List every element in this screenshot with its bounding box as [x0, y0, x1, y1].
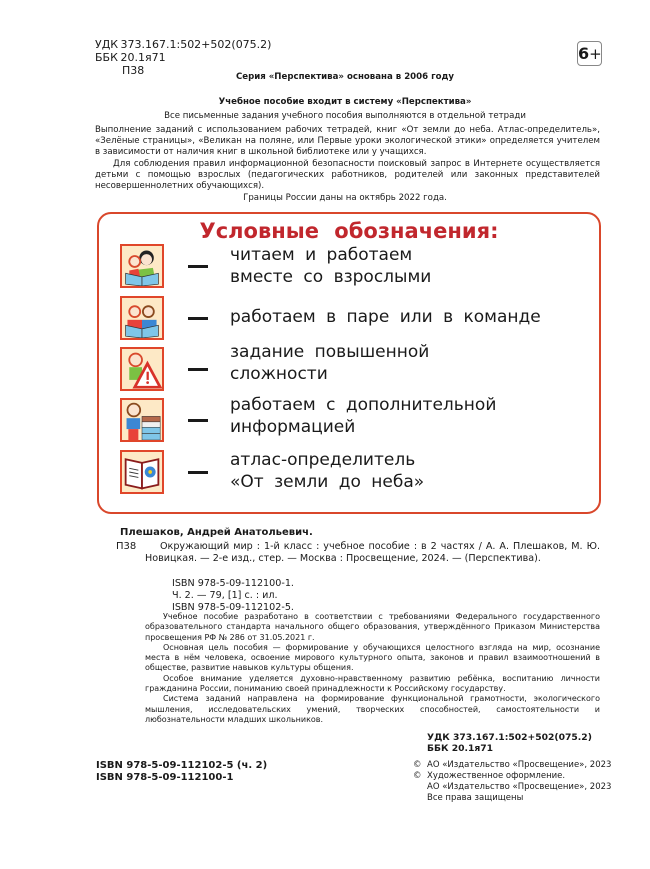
bibliography-isbn-block	[172, 578, 294, 614]
legend-text-line-1: задание повышенной	[230, 342, 430, 362]
classification-codes-bottom	[427, 732, 592, 754]
footer-isbn	[96, 760, 267, 784]
legend-dash	[188, 471, 208, 474]
legend-dash	[188, 368, 208, 371]
intro-paragraph-2: Для соблюдения правил информационной безопасности поисковый запрос в Интернете осуществляется детьми с помощью взрослых (педагогических работников, родителей или законных представителей несовершеннолетних обучающихся).	[95, 159, 600, 191]
udk-value: 373.167.1:502+502(075.2)	[120, 38, 272, 51]
bibliography-author: Плешаков, Андрей Анатольевич.	[120, 527, 313, 538]
udk-line: УДК 373.167.1:502+502(075.2)	[427, 732, 592, 743]
description-text: Окружающий мир : 1-й класс : учебное пособие : в 2 частях / А. А. Плешаков, М. Ю. Новицкая. — 2-е изд., стер. — Москва : Просвещение, 2024. — (Перспектива).	[145, 541, 600, 564]
legend-text	[230, 394, 496, 438]
bbk-label: ББК	[95, 51, 118, 64]
bbk-line: ББК 20.1я71	[427, 743, 494, 754]
legend-text-line-2: «От земли до неба»	[230, 472, 425, 492]
isbn-total: ISBN 978-5-09-112100-1.	[172, 578, 294, 589]
annotation	[145, 612, 600, 725]
rights-line: Все права защищены	[427, 793, 524, 803]
legend-item	[120, 395, 590, 442]
legend-text-line-1: работаем с дополнительной	[230, 395, 497, 415]
udk-label: УДК	[95, 38, 119, 51]
legend-text	[230, 449, 424, 493]
copyright-block	[413, 760, 611, 804]
legend-dash	[188, 265, 208, 268]
system-line: Учебное пособие входит в систему «Перспектива»	[218, 97, 472, 107]
difficult-task-icon	[120, 347, 164, 391]
annotation-paragraph: Основная цель пособия — формирование у обучающихся целостного взгляда на мир, осознание места в нём человека, освоение мирового культурного опыта, законов и правил взаимоотношений в обществе, развитие навыков культуры общения.	[145, 642, 600, 673]
bbk-value: 20.1я71	[120, 51, 166, 64]
pair-work-icon	[120, 296, 164, 340]
reading-with-adult-icon	[120, 244, 164, 288]
copyright-line: АО «Издательство «Просвещение», 2023	[427, 782, 612, 792]
intro-paragraph-1: Выполнение заданий с использованием рабочих тетрадей, книг «От земли до неба. Атлас-определитель», «Зелёные страницы», «Великан на поляне, или Первые уроки экологической этики» определяется учителем в зависимости от наличия книг в школьной библиотеке или у учащихся.	[95, 125, 600, 157]
copyright-icon: ©	[413, 771, 422, 781]
borders-line: Границы России даны на октябрь 2022 года.	[243, 193, 447, 203]
copyright-icon: ©	[413, 760, 422, 770]
footer-isbn-part: ISBN 978-5-09-112102-5 (ч. 2)	[96, 760, 268, 771]
isbn-part: ISBN 978-5-09-112102-5.	[172, 602, 294, 613]
age-rating-badge	[577, 41, 602, 66]
annotation-paragraph: Система заданий направлена на формирование функциональной грамотности, экологического мышления, исследовательских умений, творческих способностей, самостоятельности и любознательности младших школьников.	[145, 694, 600, 724]
legend-item	[120, 342, 590, 391]
age-rating-plus: +	[589, 45, 602, 63]
legend-text-line-1: работаем в паре или в команде	[230, 307, 541, 327]
bibliography-mark: П38	[116, 541, 137, 552]
atlas-book-icon	[120, 450, 164, 494]
annotation-paragraph: Особое внимание уделяется духовно-нравственному развитию ребёнка, воспитанию личности гражданина России, пониманию своей принадлежности к Российскому государству.	[145, 673, 600, 694]
age-rating-number: 6	[578, 44, 590, 63]
legend-text	[230, 341, 429, 385]
legend-text	[230, 306, 541, 328]
legend-text	[230, 244, 431, 288]
footer-isbn-total: ISBN 978-5-09-112100-1	[96, 772, 234, 783]
legend-text-line-2: вместе со взрослыми	[230, 267, 432, 287]
legend-text-line-2: информацией	[230, 417, 356, 437]
bibliography-description	[145, 541, 600, 565]
copyright-line: АО «Издательство «Просвещение», 2023	[427, 760, 612, 770]
series-line: Серия «Перспектива» основана в 2006 году	[235, 72, 455, 82]
legend-dash	[188, 317, 208, 320]
legend-item	[120, 296, 590, 340]
legend-text-line-2: сложности	[230, 364, 328, 384]
legend-title: Условные обозначения:	[199, 219, 499, 243]
legend-item	[120, 450, 590, 494]
legend-text-line-1: читаем и работаем	[230, 245, 413, 265]
part-info: Ч. 2. — 79, [1] с. : ил.	[172, 590, 278, 601]
legend-item	[120, 244, 590, 288]
copyright-line: Художественное оформление.	[427, 771, 566, 781]
legend-dash	[188, 419, 208, 422]
additional-info-icon	[120, 398, 164, 442]
legend-text-line-1: атлас-определитель	[230, 450, 416, 470]
annotation-paragraph: Учебное пособие разработано в соответствии с требованиями Федерального государственного образовательного стандарта начального общего образования, утверждённого Приказом Министерства просвещения РФ № 286 от 31.05.2021 г.	[145, 612, 600, 642]
author-mark: П38	[122, 64, 145, 77]
notebook-line: Все письменные задания учебного пособия выполняются в отдельной тетради	[164, 111, 526, 121]
